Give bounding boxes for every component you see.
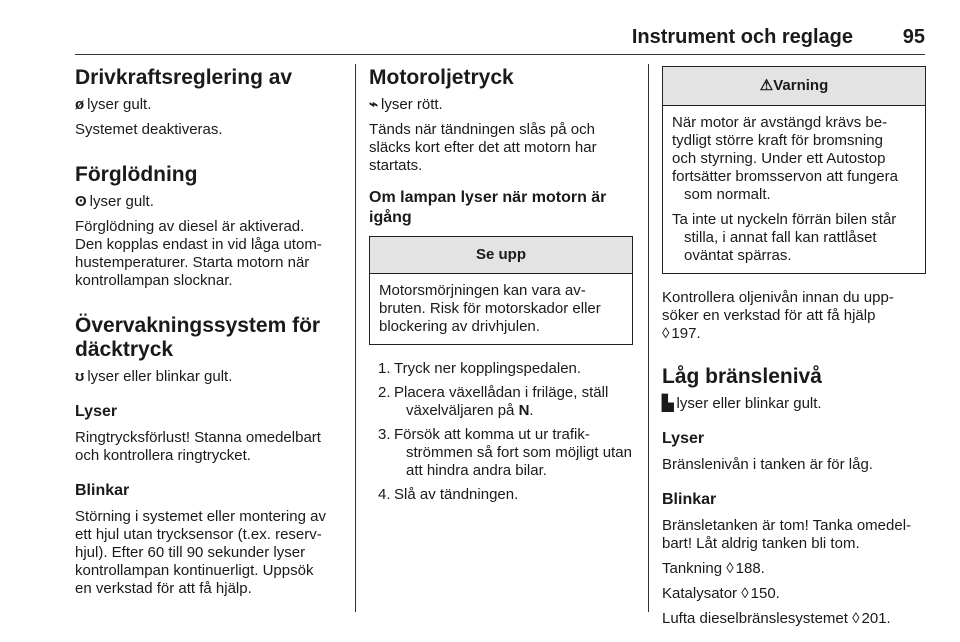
subheading-blinkar: Blinkar: [75, 482, 130, 499]
tire-status: lyser eller blinkar gult.: [87, 368, 233, 385]
page-ref-icon: ◊: [741, 585, 749, 602]
subheading-lyser: Lyser: [75, 403, 118, 420]
page-ref-icon: ◊: [662, 325, 670, 342]
ref-tankning[interactable]: Tankning ◊ 188.: [662, 560, 765, 577]
page-ref-icon: ◊: [852, 610, 860, 627]
section-title-tire-pressure: Övervakningssystem för däcktryck: [75, 314, 321, 361]
list-item: 1. Tryck ner kopplingspedalen.: [378, 360, 582, 377]
section-title-traction: Drivkraftsreglering av: [75, 66, 293, 89]
subheading-lyser-fuel: Lyser: [662, 430, 705, 447]
page-number: 95: [902, 26, 925, 48]
list-item: 3. Försök att komma ut ur trafik- strömmen så fort som möjligt utan att hindra andra bilar.: [378, 426, 632, 479]
page-ref-icon: ◊: [726, 560, 734, 577]
warning-icon: ⚠: [759, 77, 774, 94]
section-title-oil-pressure: Motoroljetryck: [369, 66, 514, 89]
ref-katalysator[interactable]: Katalysator ◊ 150.: [662, 585, 780, 602]
column-1: [75, 66, 347, 598]
caution-text: Motorsmörjningen kan vara av- bruten. Risk för motorskador eller blockering av drivhjulen.: [379, 282, 601, 335]
traction-off-icon: ø: [75, 96, 85, 113]
steps-list: [369, 360, 633, 504]
traction-desc: Systemet deaktiveras.: [75, 121, 223, 138]
section-title-preheat: Förglödning: [75, 163, 198, 186]
ref-lufta[interactable]: Lufta dieselbränslesystemet ◊ 201.: [662, 610, 891, 627]
column-2: [369, 66, 633, 504]
column-divider-1: [355, 64, 356, 612]
fuel-blinkar-text: Bränsletanken är tom! Tanka omedel- bart! Låt aldrig tanken bli tom.: [662, 517, 912, 552]
fuel-pump-icon: ▙: [662, 395, 674, 412]
traction-status: lyser gult.: [87, 96, 152, 113]
caution-box: [369, 236, 633, 345]
oil-status: lyser rött.: [381, 96, 443, 113]
column-divider-2: [648, 64, 649, 612]
list-item: 4. Slå av tändningen.: [378, 486, 519, 503]
subheading-blinkar-fuel: Blinkar: [662, 491, 717, 508]
oil-desc: Tänds när tändningen slås på och släcks kort efter det att motorn har startats.: [369, 121, 597, 174]
blinkar-text: Störning i systemet eller montering av ett hjul utan trycksensor (t.ex. reserv- hjul). Efter 60 till 90 sekunder lyser kontrollampan kontinuerligt. Uppsök en verkstad för att få hjälp.: [75, 508, 326, 597]
oil-level-text: Kontrollera oljenivån innan du upp- söker en verkstad för att få hjälp ◊ 197.: [662, 289, 894, 342]
caution-title: Se upp: [370, 237, 632, 274]
section-title-low-fuel: Låg bränslenivå: [662, 365, 822, 388]
warning-box: [662, 66, 926, 274]
preheat-status: lyser gult.: [89, 193, 154, 210]
subheading-engine-running: Om lampan lyser när motorn är igång: [369, 189, 607, 226]
lyser-text: Ringtrycksförlust! Stanna omedelbart och kontrollera ringtrycket.: [75, 429, 321, 464]
column-3: [662, 66, 926, 628]
preheat-desc: Förglödning av diesel är aktiverad. Den kopplas endast in vid låga utom- hustemperaturer. Starta motorn när kontrollampan slocknar.: [75, 218, 322, 289]
list-item: 2. Placera växellådan i friläge, ställ växelväljaren på N.: [378, 384, 609, 419]
fuel-status: lyser eller blinkar gult.: [676, 395, 822, 412]
oil-can-icon: ⌁: [369, 96, 379, 113]
warning-text: När motor är avstängd krävs be- tydligt större kraft för bromsning och styrning. Under ett Autostop fortsätter bromsservon att fungera som normalt. Ta inte ut nyckeln förrän bilen står stilla, i annat fall kan rattlåset oväntat spärras.: [672, 114, 898, 264]
glow-plug-icon: ʘ: [75, 193, 87, 210]
fuel-lyser-text: Bränslenivån i tanken är för låg.: [662, 456, 873, 473]
header-rule: [75, 54, 925, 55]
page-title: Instrument och reglage: [631, 26, 853, 48]
tire-pressure-icon: ʊ: [75, 368, 85, 385]
warning-title: Varning: [773, 77, 829, 94]
page-header: [75, 26, 925, 54]
